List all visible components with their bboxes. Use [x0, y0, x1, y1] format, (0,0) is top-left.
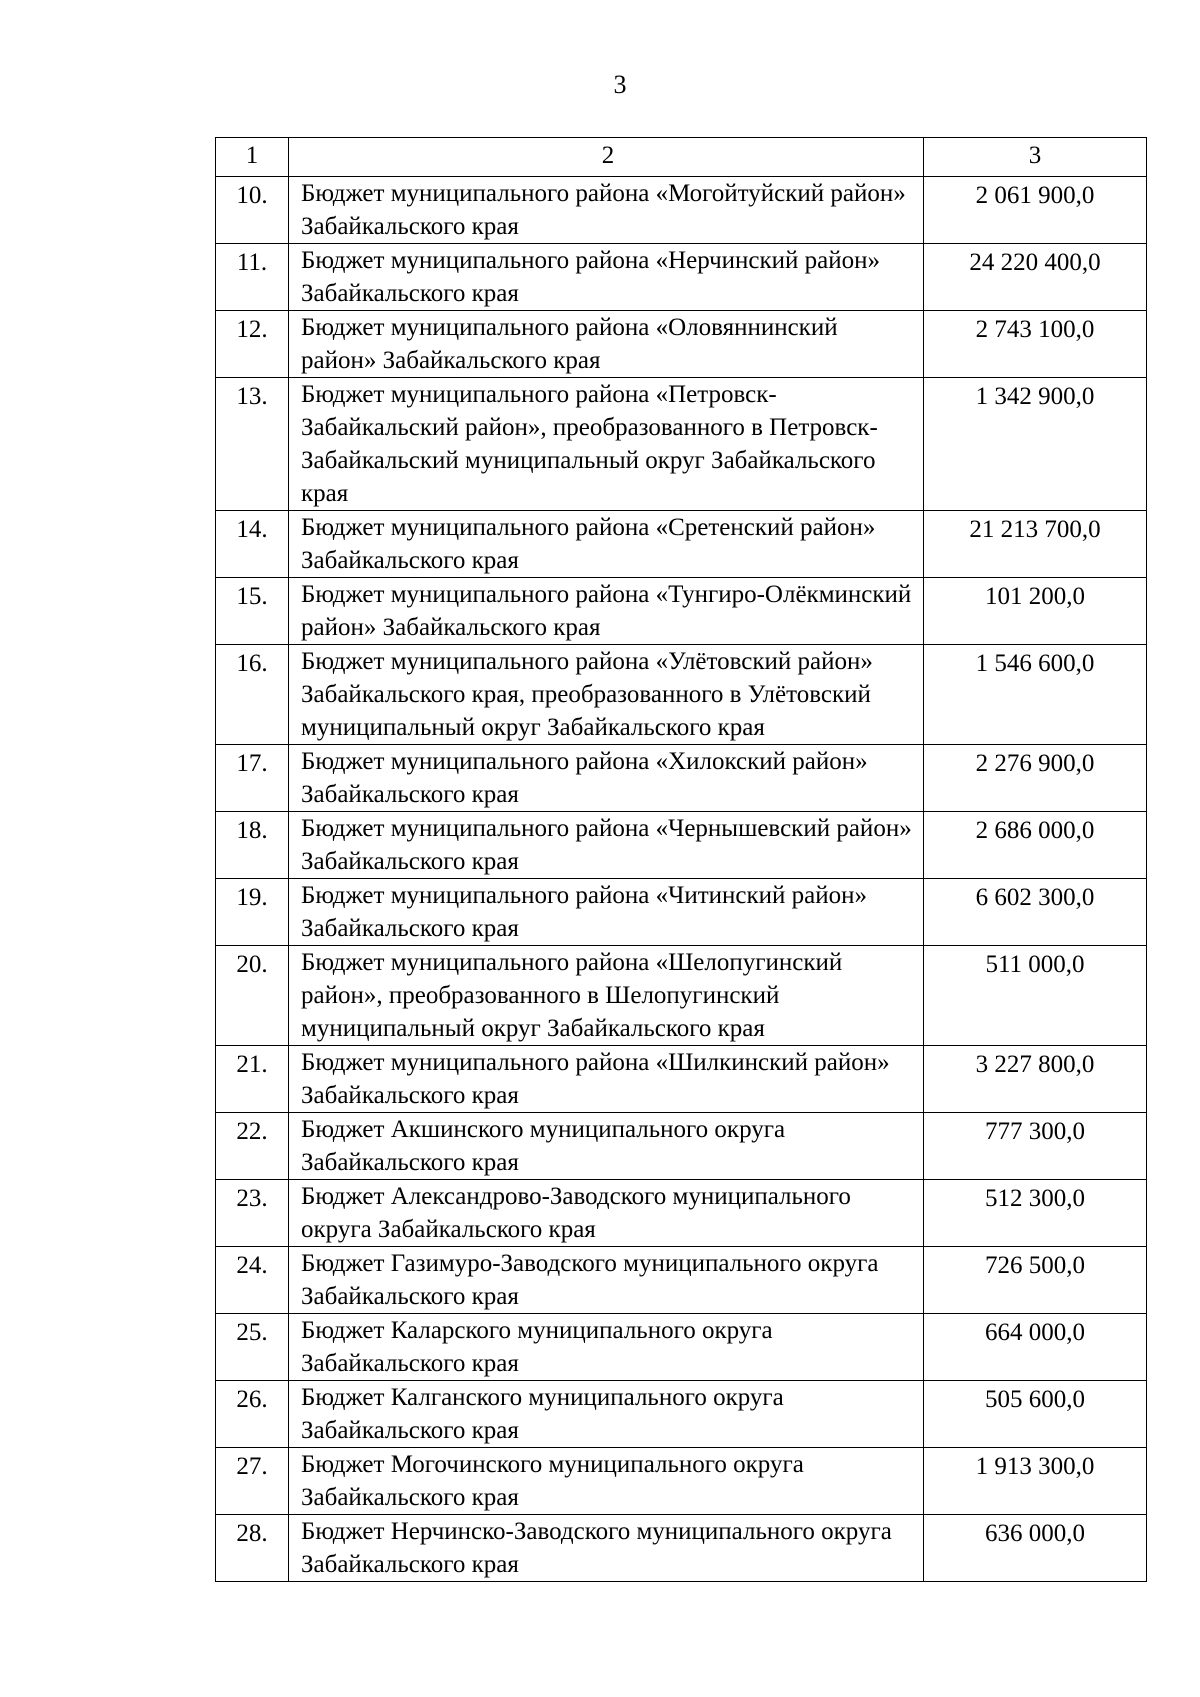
row-number: 22.	[216, 1113, 289, 1180]
header-col-1: 1	[216, 138, 289, 177]
row-amount: 101 200,0	[924, 578, 1147, 645]
row-budget-name: Бюджет Александрово-Заводского муниципального округа Забайкальского края	[289, 1180, 924, 1247]
table-row	[216, 311, 1147, 378]
table-row	[216, 511, 1147, 578]
row-number: 12.	[216, 311, 289, 378]
row-number: 24.	[216, 1247, 289, 1314]
row-amount: 511 000,0	[924, 946, 1147, 1046]
row-amount: 24 220 400,0	[924, 244, 1147, 311]
row-number: 18.	[216, 812, 289, 879]
table-row	[216, 1515, 1147, 1582]
row-number: 27.	[216, 1448, 289, 1515]
row-number: 23.	[216, 1180, 289, 1247]
table-row	[216, 1046, 1147, 1113]
table-row	[216, 745, 1147, 812]
row-number: 25.	[216, 1314, 289, 1381]
row-budget-name: Бюджет Акшинского муниципального округа Забайкальского края	[289, 1113, 924, 1180]
table-row	[216, 812, 1147, 879]
row-amount: 636 000,0	[924, 1515, 1147, 1582]
page-number: 3	[613, 70, 627, 99]
row-budget-name: Бюджет муниципального района «Хилокский район» Забайкальского края	[289, 745, 924, 812]
table-row	[216, 578, 1147, 645]
row-number: 26.	[216, 1381, 289, 1448]
row-budget-name: Бюджет Калганского муниципального округа Забайкальского края	[289, 1381, 924, 1448]
table-row	[216, 1113, 1147, 1180]
row-amount: 1 342 900,0	[924, 378, 1147, 511]
row-number: 21.	[216, 1046, 289, 1113]
row-amount: 1 546 600,0	[924, 645, 1147, 745]
row-number: 13.	[216, 378, 289, 511]
header-col-3: 3	[924, 138, 1147, 177]
row-budget-name: Бюджет Нерчинско-Заводского муниципального округа Забайкальского края	[289, 1515, 924, 1582]
row-budget-name: Бюджет муниципального района «Нерчинский район» Забайкальского края	[289, 244, 924, 311]
row-budget-name: Бюджет Могочинского муниципального округа Забайкальского края	[289, 1448, 924, 1515]
row-number: 15.	[216, 578, 289, 645]
row-budget-name: Бюджет муниципального района «Петровск-Забайкальский район», преобразованного в Петровск-Забайкальский муниципальный округ Забайкальского края	[289, 378, 924, 511]
table-row	[216, 946, 1147, 1046]
table-row	[216, 645, 1147, 745]
table-row	[216, 177, 1147, 244]
table-row	[216, 378, 1147, 511]
row-amount: 21 213 700,0	[924, 511, 1147, 578]
row-amount: 505 600,0	[924, 1381, 1147, 1448]
row-budget-name: Бюджет муниципального района «Могойтуйский район» Забайкальского края	[289, 177, 924, 244]
row-budget-name: Бюджет муниципального района «Шелопугинский район», преобразованного в Шелопугинский муниципальный округ Забайкальского края	[289, 946, 924, 1046]
row-number: 16.	[216, 645, 289, 745]
row-number: 14.	[216, 511, 289, 578]
row-budget-name: Бюджет муниципального района «Тунгиро-Олёкминский район» Забайкальского края	[289, 578, 924, 645]
row-number: 10.	[216, 177, 289, 244]
row-number: 19.	[216, 879, 289, 946]
table-header-row	[216, 138, 1147, 177]
table-row	[216, 1247, 1147, 1314]
table-row	[216, 1180, 1147, 1247]
row-budget-name: Бюджет Газимуро-Заводского муниципального округа Забайкальского края	[289, 1247, 924, 1314]
row-number: 20.	[216, 946, 289, 1046]
row-budget-name: Бюджет муниципального района «Оловяннинский район» Забайкальского края	[289, 311, 924, 378]
row-amount: 2 686 000,0	[924, 812, 1147, 879]
row-budget-name: Бюджет муниципального района «Чернышевский район» Забайкальского края	[289, 812, 924, 879]
row-number: 11.	[216, 244, 289, 311]
row-number: 28.	[216, 1515, 289, 1582]
row-amount: 2 743 100,0	[924, 311, 1147, 378]
table-row	[216, 1448, 1147, 1515]
row-amount: 512 300,0	[924, 1180, 1147, 1247]
row-amount: 1 913 300,0	[924, 1448, 1147, 1515]
row-amount: 777 300,0	[924, 1113, 1147, 1180]
row-number: 17.	[216, 745, 289, 812]
row-budget-name: Бюджет Каларского муниципального округа Забайкальского края	[289, 1314, 924, 1381]
table-row	[216, 244, 1147, 311]
row-amount: 664 000,0	[924, 1314, 1147, 1381]
row-amount: 3 227 800,0	[924, 1046, 1147, 1113]
row-budget-name: Бюджет муниципального района «Шилкинский район» Забайкальского края	[289, 1046, 924, 1113]
header-col-2: 2	[289, 138, 924, 177]
table-row	[216, 879, 1147, 946]
table-row	[216, 1314, 1147, 1381]
row-amount: 6 602 300,0	[924, 879, 1147, 946]
table-row	[216, 1381, 1147, 1448]
row-amount: 2 276 900,0	[924, 745, 1147, 812]
row-amount: 2 061 900,0	[924, 177, 1147, 244]
budget-table	[215, 137, 1147, 1582]
row-budget-name: Бюджет муниципального района «Сретенский район» Забайкальского края	[289, 511, 924, 578]
row-amount: 726 500,0	[924, 1247, 1147, 1314]
row-budget-name: Бюджет муниципального района «Читинский район» Забайкальского края	[289, 879, 924, 946]
row-budget-name: Бюджет муниципального района «Улётовский район» Забайкальского края, преобразованного в Улётовский муниципальный округ Забайкальского края	[289, 645, 924, 745]
